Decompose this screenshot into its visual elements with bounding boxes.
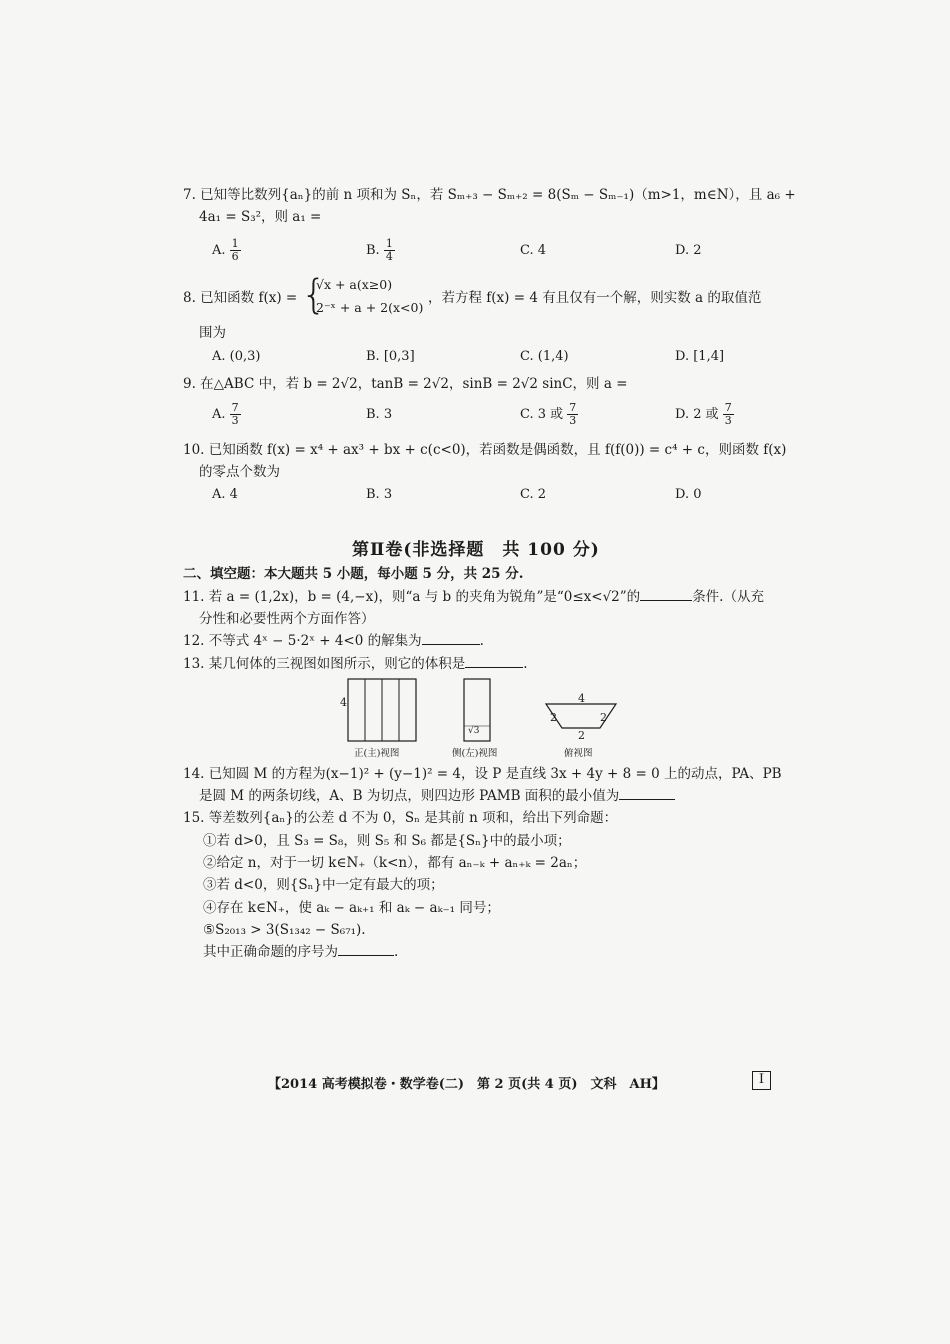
- q10-option-d: D. 0: [675, 487, 702, 502]
- q7-option-d: D. 2: [675, 243, 702, 258]
- q8-brace: {: [301, 272, 327, 318]
- q13-line: [183, 655, 528, 673]
- q8-option-b: B. [0,3]: [366, 349, 415, 364]
- front-view-dim: 4: [340, 696, 347, 709]
- q7-line2: 4a₁ = S₃²，则 a₁ =: [199, 209, 322, 225]
- q15-item-2: ②给定 n，对于一切 k∈N₊（k<n），都有 aₙ₋ₖ + aₙ₊ₖ = 2aₙ；: [203, 855, 587, 871]
- q7-a-num: 1: [231, 237, 239, 250]
- q8-option-a: A. (0,3): [212, 349, 261, 364]
- volume-mark: Ⅰ: [752, 1071, 771, 1090]
- page-footer: 【2014 高考模拟卷・数学卷(二) 第 2 页(共 4 页) 文科 AH】: [268, 1077, 665, 1092]
- side-view-label: 侧(左)视图: [452, 748, 498, 759]
- q8-rest: ，若方程 f(x) = 4 有且仅有一个解，则实数 a 的取值范: [428, 290, 762, 306]
- q11-line1-text: 11. 若 a = (1,2x)，b = (4,−x)，则“a 与 b 的夹角为锐角”是“0≤x<√2”的: [183, 589, 641, 605]
- q8-line2: 围为: [199, 325, 226, 341]
- q15-answer-blank: [338, 943, 394, 956]
- q10-line1: 10. 已知函数 f(x) = x⁴ + ax³ + bx + c(c<0)，若函数是偶函数，且 f(f(0)) = c⁴ + c，则函数 f(x): [183, 442, 787, 458]
- q9-option-d: [675, 402, 734, 427]
- q10-option-b: B. 3: [366, 487, 393, 502]
- q9-a-den: 3: [231, 414, 239, 427]
- q12-end: .: [479, 633, 484, 649]
- top-view-right-dim: 2: [600, 711, 607, 724]
- q7-option-b: [366, 238, 395, 263]
- q15-item-5: ⑤S₂₀₁₃ > 3(S₁₃₄₂ − S₆₇₁).: [203, 922, 366, 938]
- q9-c-num: 7: [569, 401, 577, 414]
- q8-prefix: 8. 已知函数 f(x) =: [183, 290, 298, 306]
- q9-d-den: 3: [724, 414, 732, 427]
- q9-option-a-label: A.: [212, 407, 226, 422]
- q9-d-num: 7: [724, 401, 732, 414]
- q7-line1: 7. 已知等比数列{aₙ}的前 n 项和为 Sₙ，若 Sₘ₊₃ − Sₘ₊₂ = 8(Sₘ − Sₘ₋₁)（m>1，m∈N），且 a₆ +: [183, 187, 796, 203]
- q7-b-den: 4: [385, 250, 393, 263]
- q7-option-c: C. 4: [520, 243, 547, 258]
- q9-a-num: 7: [231, 401, 239, 414]
- q9-option-b: B. 3: [366, 407, 393, 422]
- section-2-title: 第Ⅱ卷(非选择题 共 100 分): [352, 540, 600, 560]
- section-2-heading: 二、填空题：本大题共 5 小题，每小题 5 分，共 25 分.: [183, 566, 524, 582]
- q15-end: .: [394, 944, 399, 960]
- q15-item-3: ③若 d<0，则{Sₙ}中一定有最大的项；: [203, 877, 444, 893]
- q9-option-d-fraction: [723, 402, 734, 427]
- front-view-label: 正(主)视图: [354, 748, 400, 759]
- q7-option-a: [212, 238, 241, 263]
- q7-option-a-label: A.: [212, 243, 226, 258]
- q12-text: 12. 不等式 4ˣ − 5·2ˣ + 4<0 的解集为: [183, 633, 422, 649]
- q13-text: 13. 某几何体的三视图如图所示，则它的体积是: [183, 656, 466, 672]
- q9-option-c-label: C. 3 或: [520, 407, 564, 422]
- q10-line2: 的零点个数为: [199, 464, 280, 480]
- front-view: [348, 679, 416, 741]
- q9-option-c: [520, 402, 578, 427]
- q14-answer-blank: [619, 787, 675, 800]
- q12-line: [183, 632, 484, 650]
- top-view-label: 俯视图: [564, 748, 593, 759]
- top-view-left-dim: 2: [550, 711, 557, 724]
- q14-line2-text: 是圆 M 的两条切线，A、B 为切点，则四边形 PAMB 面积的最小值为: [199, 788, 620, 804]
- q7-a-den: 6: [231, 250, 239, 263]
- q15-last-text: 其中正确命题的序号为: [203, 944, 338, 960]
- q15-line1: 15. 等差数列{aₙ}的公差 d 不为 0，Sₙ 是其前 n 项和，给出下列命题：: [183, 810, 618, 826]
- q13-end: .: [523, 656, 528, 672]
- q11-line2: 分性和必要性两个方面作答）: [199, 611, 375, 627]
- q8-option-d: D. [1,4]: [675, 349, 725, 364]
- q11-answer-blank: [640, 588, 692, 601]
- q9-option-a: [212, 402, 241, 427]
- q14-line1: 14. 已知圆 M 的方程为(x−1)² + (y−1)² = 4，设 P 是直线 3x + 4y + 8 = 0 上的动点，PA、PB: [183, 766, 782, 782]
- q15-last: [203, 943, 398, 961]
- q9-c-den: 3: [569, 414, 577, 427]
- q9-option-d-label: D. 2 或: [675, 407, 719, 422]
- q12-answer-blank: [422, 632, 480, 645]
- q11-line1-tail: 条件.（从充: [692, 589, 764, 605]
- q13-answer-blank: [465, 655, 523, 668]
- q7-option-b-label: B.: [366, 243, 380, 258]
- q11-line1: [183, 588, 764, 606]
- q10-option-c: C. 2: [520, 487, 547, 502]
- q14-line2: [199, 787, 675, 805]
- q8-option-c: C. (1,4): [520, 349, 569, 364]
- q8-case2: 2⁻ˣ + a + 2(x<0): [316, 300, 424, 315]
- side-view-dim: √3: [468, 726, 480, 736]
- top-view-bottom-dim: 2: [578, 729, 585, 742]
- q9-option-a-fraction: [230, 402, 241, 427]
- q8-case1: √x + a(x≥0): [316, 277, 393, 292]
- q7-b-num: 1: [385, 237, 393, 250]
- q10-option-a: A. 4: [212, 487, 238, 502]
- q15-item-1: ①若 d>0，且 S₃ = S₈，则 S₅ 和 S₆ 都是{Sₙ}中的最小项；: [203, 833, 571, 849]
- q7-option-a-fraction: [230, 238, 241, 263]
- top-view-top-dim: 4: [578, 692, 585, 705]
- q7-option-b-fraction: [384, 238, 395, 263]
- q9-line1: 9. 在△ABC 中，若 b = 2√2，tanB = 2√2，sinB = 2√2 sinC，则 a =: [183, 376, 628, 392]
- q9-option-c-fraction: [567, 402, 578, 427]
- q15-item-4: ④存在 k∈N₊，使 aₖ − aₖ₊₁ 和 aₖ − aₖ₋₁ 同号；: [203, 900, 500, 916]
